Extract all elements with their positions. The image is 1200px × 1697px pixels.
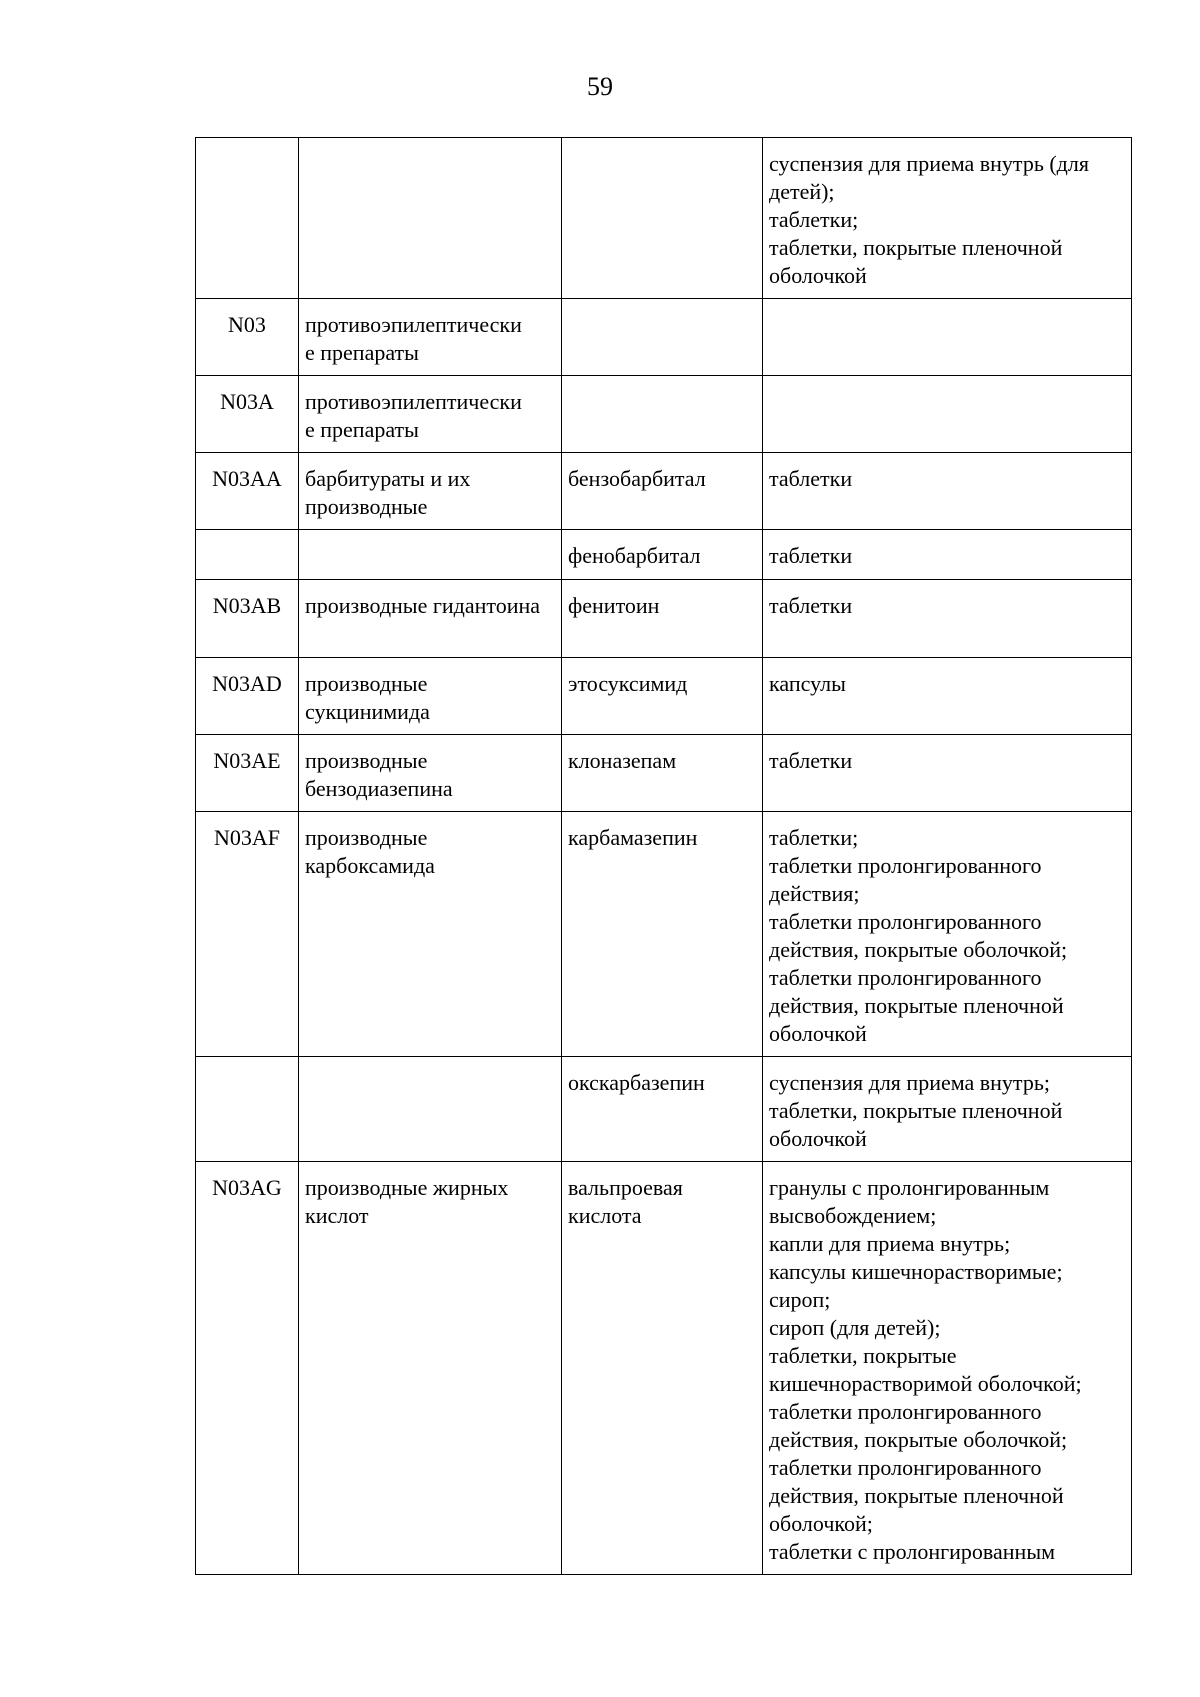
substance-cell: [562, 376, 763, 453]
group-name-cell: противоэпилептически е препараты: [299, 376, 562, 453]
dosage-forms-cell: [763, 376, 1132, 453]
table-row: [196, 735, 1132, 812]
dosage-forms-cell: капсулы: [763, 658, 1132, 735]
atc-code-cell: [196, 138, 299, 299]
table-row: [196, 376, 1132, 453]
table-row: [196, 580, 1132, 658]
group-name-cell: производные бензодиазепина: [299, 735, 562, 812]
substance-cell: фенобарбитал: [562, 530, 763, 580]
atc-code-cell: [196, 530, 299, 580]
substance-cell: клоназепам: [562, 735, 763, 812]
substance-cell: [562, 138, 763, 299]
substance-cell: вальпроевая кислота: [562, 1162, 763, 1575]
group-name-cell: производные сукцинимида: [299, 658, 562, 735]
group-name-cell: производные карбоксамида: [299, 812, 562, 1057]
substance-cell: окскарбазепин: [562, 1057, 763, 1162]
atc-code-cell: N03A: [196, 376, 299, 453]
atc-code-cell: N03: [196, 299, 299, 376]
substance-cell: карбамазепин: [562, 812, 763, 1057]
substance-cell: [562, 299, 763, 376]
dosage-forms-cell: таблетки: [763, 453, 1132, 530]
dosage-forms-cell: суспензия для приема внутрь; таблетки, покрытые пленочной оболочкой: [763, 1057, 1132, 1162]
atc-code-cell: N03AE: [196, 735, 299, 812]
dosage-forms-cell: таблетки: [763, 530, 1132, 580]
dosage-forms-cell: суспензия для приема внутрь (для детей); таблетки; таблетки, покрытые пленочной оболочкой: [763, 138, 1132, 299]
substance-cell: этосуксимид: [562, 658, 763, 735]
group-name-cell: [299, 138, 562, 299]
group-name-cell: барбитураты и их производные: [299, 453, 562, 530]
dosage-forms-cell: гранулы с пролонгированным высвобождением; капли для приема внутрь; капсулы кишечнорастворимые; сироп; сироп (для детей); таблетки, покрытые кишечнорастворимой оболочкой; таблетки пролонгированного действия, покрытые оболочкой; таблетки пролонгированного действия, покрытые пленочной оболочкой; таблетки с пролонгированным: [763, 1162, 1132, 1575]
table-row: [196, 1162, 1132, 1575]
page-number: 59: [587, 72, 613, 101]
table-row: [196, 453, 1132, 530]
atc-code-cell: N03AB: [196, 580, 299, 658]
atc-code-cell: N03AD: [196, 658, 299, 735]
table-row: [196, 138, 1132, 299]
group-name-cell: противоэпилептически е препараты: [299, 299, 562, 376]
atc-code-cell: N03AF: [196, 812, 299, 1057]
atc-code-cell: [196, 1057, 299, 1162]
dosage-forms-cell: таблетки; таблетки пролонгированного действия; таблетки пролонгированного действия, покрытые оболочкой; таблетки пролонгированного действия, покрытые пленочной оболочкой: [763, 812, 1132, 1057]
atc-code-cell: N03AG: [196, 1162, 299, 1575]
group-name-cell: производные гидантоина: [299, 580, 562, 658]
dosage-forms-cell: таблетки: [763, 735, 1132, 812]
dosage-forms-cell: [763, 299, 1132, 376]
group-name-cell: [299, 1057, 562, 1162]
table-row: [196, 812, 1132, 1057]
group-name-cell: производные жирных кислот: [299, 1162, 562, 1575]
table-row: [196, 658, 1132, 735]
substance-cell: бензобарбитал: [562, 453, 763, 530]
substance-cell: фенитоин: [562, 580, 763, 658]
table-row: [196, 1057, 1132, 1162]
atc-code-cell: N03AA: [196, 453, 299, 530]
table-row: [196, 299, 1132, 376]
drug-classification-table: [195, 137, 1132, 1575]
dosage-forms-cell: таблетки: [763, 580, 1132, 658]
table-row: [196, 530, 1132, 580]
group-name-cell: [299, 530, 562, 580]
